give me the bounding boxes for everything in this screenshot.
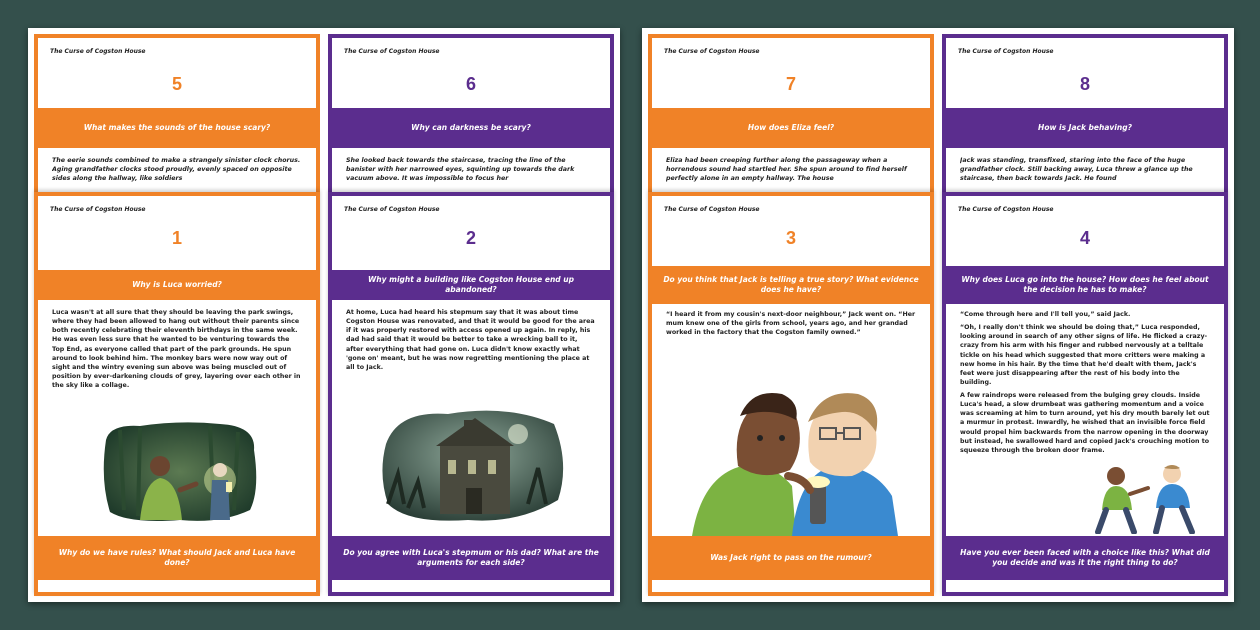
right-sheet <box>642 28 1234 602</box>
bottom-question-band: Why do we have rules? What should Jack and Luca have done? <box>38 536 316 580</box>
card-title: The Curse of Cogston House <box>664 206 760 213</box>
card-title: The Curse of Cogston House <box>50 206 146 213</box>
card-title: The Curse of Cogston House <box>664 48 760 55</box>
card-8 <box>942 34 1228 214</box>
card-3 <box>648 192 934 596</box>
card-text: Eliza had been creeping further along the passageway when a horrendous sound had startled her. She spun around to find herself perfectly alone in an empty hallway. The house <box>666 157 907 183</box>
card-number: 6 <box>465 74 476 94</box>
card-number: 4 <box>1079 228 1090 248</box>
card-number: 7 <box>785 74 796 94</box>
card-text <box>960 310 1210 484</box>
card-text <box>666 310 916 360</box>
paragraph: “I heard it from my cousin's next-door neighbour,” Jack went on. “Her mum knew one of the girls from school, years ago, and her grandad worked in the factory that the Cogston family owned.” <box>666 311 916 337</box>
card-7 <box>648 34 934 214</box>
card-number: 1 <box>171 228 182 248</box>
paragraph: Luca wasn't at all sure that they should be leaving the park swings, where they had been allowed to hang out without their parents since both recently celebrating their eleventh birthdays in the same week. He was even less sure that he wanted to be venturing towards the Top End, as everyone called that part of the park grounds. He spun around to look behind him. The monkey bars were now way out of sight and the wintry evening sun above was being muscled out of position by ever-darkening clouds of grey, layering over each other in the sky like a collage. <box>52 309 301 389</box>
bottom-question-band: Was Jack right to pass on the rumour? <box>652 536 930 580</box>
boys-running-illustration <box>1076 462 1216 534</box>
paragraph: At home, Luca had heard his stepmum say that it was about time Cogston House was renovated, and that it would be good for the area if it was properly restored with access opened up again. In reply, his dad had said that it would be better to take a wrecking ball to it, after everything that had gone on. Luca didn't know exactly what 'gone on' meant, but he was now regretting mentioning the place at all to Jack. <box>346 309 595 371</box>
question-band: Why can darkness be scary? <box>332 108 610 148</box>
card-number: 2 <box>465 228 476 248</box>
question-band: How is Jack behaving? <box>946 108 1224 148</box>
card-number: 5 <box>171 74 182 94</box>
card-title: The Curse of Cogston House <box>50 48 146 55</box>
card-title: The Curse of Cogston House <box>344 206 440 213</box>
card-title: The Curse of Cogston House <box>344 48 440 55</box>
question-band: Why does Luca go into the house? How does he feel about the decision he has to make? <box>946 266 1224 304</box>
bottom-question-band: Do you agree with Luca's stepmum or his dad? What are the arguments for each side? <box>332 536 610 580</box>
card-number: 3 <box>785 228 796 248</box>
paragraph: “Oh, I really don't think we should be doing that,” Luca responded, looking around in search of any other signs of life. He flicked a crazy-crazy from his arm with his finger and rubbed nervously at a telltale tickle on his head which suggested that more critters were making a new home in his hair. By the time that he'd dealt with them, Jack's feet were just disappearing after the rest of his body into the building. <box>960 324 1208 386</box>
card-text <box>346 308 596 408</box>
bottom-question-band: Have you ever been faced with a choice like this? What did you decide and was it the right thing to do? <box>946 536 1224 580</box>
card-text: Jack was standing, transfixed, staring into the face of the huge grandfather clock. Still backing away, Luca threw a glance up the staircase, then back towards Jack. He found <box>960 157 1193 183</box>
question-band: Why is Luca worried? <box>38 270 316 300</box>
card-5 <box>34 34 320 214</box>
question-band: How does Eliza feel? <box>652 108 930 148</box>
boys-with-torch-illustration <box>692 366 902 536</box>
question-band: Do you think that Jack is telling a true story? What evidence does he have? <box>652 266 930 304</box>
card-4 <box>942 192 1228 596</box>
card-1 <box>34 192 320 596</box>
card-title: The Curse of Cogston House <box>958 206 1054 213</box>
question-band: Why might a building like Cogston House end up abandoned? <box>332 270 610 300</box>
haunted-house-illustration <box>378 404 570 524</box>
card-number: 8 <box>1079 74 1090 94</box>
question-band: What makes the sounds of the house scary? <box>38 108 316 148</box>
card-2 <box>328 192 614 596</box>
card-6 <box>328 34 614 214</box>
paragraph: A few raindrops were released from the bulging grey clouds. Inside Luca's head, a slow drumbeat was gathering momentum and a voice was screaming at him to turn around, yet his dry mouth barely let out a murmur in protest. Inwardly, he wished that an invisible force field would propel him backwards from the narrow opening in the doorway but instead, he swallowed hard and copied Jack's crouching motion to squeeze through the broken door frame. <box>960 392 1210 454</box>
card-text: The eerie sounds combined to make a strangely sinister clock chorus. Aging grandfather clocks stood proudly, evenly spaced on opposite sides along the hallway, like soldiers <box>52 157 301 183</box>
forest-boys-illustration <box>100 420 260 524</box>
card-text <box>52 308 302 428</box>
left-sheet <box>28 28 620 602</box>
card-title: The Curse of Cogston House <box>958 48 1054 55</box>
paragraph: “Come through here and I'll tell you,” said Jack. <box>960 311 1131 318</box>
card-text: She looked back towards the staircase, tracing the line of the banister with her narrowed eyes, squinting up towards the dark vacuum above. It was impossible to focus her <box>346 157 575 183</box>
